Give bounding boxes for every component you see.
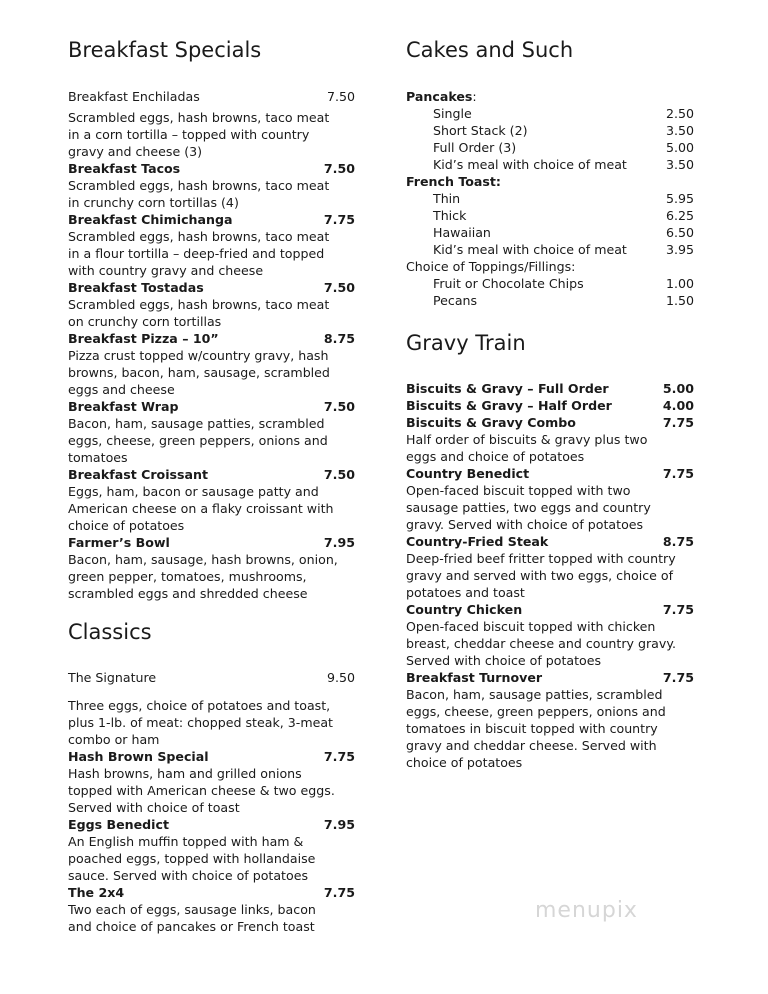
- menu-item-description: on crunchy corn tortillas: [68, 314, 222, 329]
- section-title-breakfast-specials: Breakfast Specials: [68, 38, 262, 62]
- menu-item-description: in a corn tortilla – topped with country: [68, 127, 310, 142]
- menu-item-price: 8.75: [662, 534, 694, 549]
- breakfast-specials-list: [68, 88, 355, 602]
- menu-item-description: Bacon, ham, sausage patties, scrambled: [68, 416, 325, 431]
- menu-item-price: 7.75: [662, 466, 694, 481]
- menu-item-name: Thick: [433, 208, 467, 223]
- menu-item-description: topped with American cheese & two eggs.: [68, 783, 335, 798]
- menu-item-name: Thin: [433, 191, 461, 206]
- menu-item-description: and choice of pancakes or French toast: [68, 919, 315, 934]
- menu-item-row: [406, 241, 694, 258]
- menu-item-price: 4.00: [662, 398, 694, 413]
- section-title-gravy-train: Gravy Train: [406, 331, 526, 355]
- menu-item-description: Two each of eggs, sausage links, bacon: [68, 902, 316, 917]
- menu-item-description: with country gravy and cheese: [68, 263, 264, 278]
- menu-item-description: Bacon, ham, sausage, hash browns, onion,: [68, 552, 338, 567]
- menu-item-description: Served with choice of toast: [68, 800, 240, 815]
- menu-item-price: 3.50: [665, 157, 694, 172]
- menupix-watermark: menupix: [535, 898, 638, 923]
- menu-item-row: [68, 160, 355, 177]
- menu-item-row: [406, 601, 694, 618]
- menu-group-label: [406, 173, 694, 190]
- menu-item-description: An English muffin topped with ham &: [68, 834, 304, 849]
- menu-item-description: Scrambled eggs, hash browns, taco meat: [68, 297, 330, 312]
- menu-item-row: [68, 816, 355, 833]
- menu-item-name: Breakfast Tacos: [68, 161, 181, 176]
- menu-item-name: Biscuits & Gravy – Half Order: [406, 398, 612, 413]
- menu-item-description: potatoes and toast: [406, 585, 525, 600]
- menu-item-description: gravy and cheese (3): [68, 144, 203, 159]
- menu-item-name: Fruit or Chocolate Chips: [433, 276, 584, 291]
- menu-item-price: 1.00: [665, 276, 694, 291]
- menu-group-name: Pancakes: [406, 89, 473, 104]
- menu-item-price: 7.75: [323, 749, 355, 764]
- menu-item-description: Scrambled eggs, hash browns, taco meat: [68, 110, 330, 125]
- menu-item-name: Biscuits & Gravy Combo: [406, 415, 576, 430]
- menu-item-price: 7.50: [323, 280, 355, 295]
- menu-item-description: gravy. Served with choice of potatoes: [406, 517, 644, 532]
- menu-item-row: [68, 330, 355, 347]
- menu-item-name: The Signature: [68, 670, 157, 685]
- menu-item-description: tomatoes in biscuit topped with country: [406, 721, 658, 736]
- menu-item-name: Kid’s meal with choice of meat: [433, 242, 627, 257]
- menu-item-price: 9.50: [326, 670, 355, 685]
- menu-item-description: poached eggs, topped with hollandaise: [68, 851, 316, 866]
- menu-item-row: [406, 380, 694, 397]
- menu-item-row: [406, 207, 694, 224]
- menu-item-name: Biscuits & Gravy – Full Order: [406, 381, 609, 396]
- menu-item-price: 7.75: [323, 212, 355, 227]
- menu-item-row: [68, 211, 355, 228]
- menu-item-description: eggs and cheese: [68, 382, 175, 397]
- menu-group-name: French Toast:: [406, 174, 501, 189]
- section-title-classics: Classics: [68, 620, 152, 644]
- menu-item-description: Deep-fried beef fritter topped with country: [406, 551, 676, 566]
- menu-item-price: 7.75: [662, 602, 694, 617]
- menu-item-description: choice of potatoes: [68, 518, 185, 533]
- menu-item-description: choice of potatoes: [406, 755, 523, 770]
- menu-item-description: Served with choice of potatoes: [406, 653, 602, 668]
- menu-item-row: [406, 156, 694, 173]
- menu-item-description: eggs, cheese, green peppers, onions and: [68, 433, 328, 448]
- menu-item-row: [406, 465, 694, 482]
- menu-item-row: [406, 414, 694, 431]
- menu-item-description: combo or ham: [68, 732, 160, 747]
- menu-item-description: Three eggs, choice of potatoes and toast,: [68, 698, 331, 713]
- menu-item-description: Open-faced biscuit topped with two: [406, 483, 631, 498]
- menu-item-description: tomatoes: [68, 450, 128, 465]
- menu-item-description: in a flour tortilla – deep-fried and topped: [68, 246, 325, 261]
- menu-item-description: eggs and choice of potatoes: [406, 449, 585, 464]
- menu-item-price: 7.50: [323, 467, 355, 482]
- menu-item-name: Breakfast Croissant: [68, 467, 209, 482]
- menu-item-name: Farmer’s Bowl: [68, 535, 170, 550]
- menu-item-description: Scrambled eggs, hash browns, taco meat: [68, 178, 330, 193]
- menu-item-row: [406, 669, 694, 686]
- menu-item-price: 2.50: [665, 106, 694, 121]
- menu-item-price: 3.50: [665, 123, 694, 138]
- menu-item-row: [406, 292, 694, 309]
- menu-item-price: 6.25: [665, 208, 694, 223]
- menu-item-description: Open-faced biscuit topped with chicken: [406, 619, 656, 634]
- menu-item-description: Hash browns, ham and grilled onions: [68, 766, 302, 781]
- menu-item-row: [68, 534, 355, 551]
- menu-item-price: 5.00: [665, 140, 694, 155]
- menu-item-name: Breakfast Enchiladas: [68, 89, 200, 104]
- menu-item-price: 7.95: [323, 817, 355, 832]
- menu-item-description: Half order of biscuits & gravy plus two: [406, 432, 648, 447]
- menu-item-price: 1.50: [665, 293, 694, 308]
- menu-item-price: 8.75: [323, 331, 355, 346]
- menu-item-description: plus 1-lb. of meat: chopped steak, 3-meat: [68, 715, 333, 730]
- menu-item-name: Short Stack (2): [433, 123, 528, 138]
- section-title-cakes-and-such: Cakes and Such: [406, 38, 574, 62]
- menu-item-row: [406, 275, 694, 292]
- menu-item-row: [406, 190, 694, 207]
- menu-item-price: 7.50: [323, 399, 355, 414]
- menu-item-name: Country-Fried Steak: [406, 534, 549, 549]
- menu-item-name: Kid’s meal with choice of meat: [433, 157, 627, 172]
- menu-item-description: in crunchy corn tortillas (4): [68, 195, 239, 210]
- menu-item-row: [68, 884, 355, 901]
- menu-item-description: Eggs, ham, bacon or sausage patty and: [68, 484, 319, 499]
- menu-item-description: sauce. Served with choice of potatoes: [68, 868, 309, 883]
- menu-item-row: [406, 139, 694, 156]
- gravy-train-list: [406, 380, 694, 771]
- menu-item-description: American cheese on a flaky croissant with: [68, 501, 334, 516]
- menu-item-price: 7.75: [323, 885, 355, 900]
- menu-item-description: Bacon, ham, sausage patties, scrambled: [406, 687, 663, 702]
- menu-item-description: browns, bacon, ham, sausage, scrambled: [68, 365, 330, 380]
- menu-item-price: 6.50: [665, 225, 694, 240]
- menu-item-row: [68, 466, 355, 483]
- menu-item-row: [406, 122, 694, 139]
- menu-item-price: 7.95: [323, 535, 355, 550]
- menu-item-row: [68, 748, 355, 765]
- menu-group-label: [406, 88, 694, 105]
- menu-item-description: sausage patties, two eggs and country: [406, 500, 651, 515]
- menu-item-name: Pecans: [433, 293, 478, 308]
- menu-item-row: [68, 88, 355, 105]
- menu-item-row: [406, 397, 694, 414]
- menu-item-description: green pepper, tomatoes, mushrooms,: [68, 569, 307, 584]
- menu-item-name: Full Order (3): [433, 140, 517, 155]
- menu-item-name: Hawaiian: [433, 225, 491, 240]
- menu-item-price: 7.75: [662, 670, 694, 685]
- menu-item-name: Breakfast Chimichanga: [68, 212, 233, 227]
- menu-group-colon: :: [472, 89, 477, 104]
- menu-item-description: scrambled eggs and shredded cheese: [68, 586, 308, 601]
- menu-item-description: breast, cheddar cheese and country gravy.: [406, 636, 676, 651]
- menu-item-price: 5.95: [665, 191, 694, 206]
- menu-item-name: Country Chicken: [406, 602, 523, 617]
- menu-item-description: Pizza crust topped w/country gravy, hash: [68, 348, 329, 363]
- menu-item-name: Country Benedict: [406, 466, 530, 481]
- menu-item-description: gravy and cheddar cheese. Served with: [406, 738, 657, 753]
- menu-item-name: Single: [433, 106, 472, 121]
- menu-item-row: [68, 398, 355, 415]
- menu-item-name: Eggs Benedict: [68, 817, 169, 832]
- menu-group-label: [406, 258, 694, 275]
- menu-item-description: eggs, cheese, green peppers, onions and: [406, 704, 666, 719]
- menu-group-name: Choice of Toppings/Fillings:: [406, 259, 576, 274]
- menu-item-price: 7.75: [662, 415, 694, 430]
- menu-item-row: [406, 533, 694, 550]
- menu-item-row: [68, 669, 355, 686]
- menu-item-description: gravy and served with two eggs, choice of: [406, 568, 674, 583]
- menu-item-price: 3.95: [665, 242, 694, 257]
- menu-item-row: [406, 224, 694, 241]
- menu-item-name: Breakfast Wrap: [68, 399, 179, 414]
- menu-item-name: The 2x4: [68, 885, 125, 900]
- menu-item-name: Breakfast Pizza – 10”: [68, 331, 219, 346]
- classics-list: [68, 669, 355, 935]
- menu-item-row: [68, 279, 355, 296]
- menu-item-name: Hash Brown Special: [68, 749, 209, 764]
- menu-item-price: 7.50: [326, 89, 355, 104]
- cakes-list: [406, 88, 694, 309]
- menu-item-name: Breakfast Tostadas: [68, 280, 204, 295]
- menu-item-price: 7.50: [323, 161, 355, 176]
- menu-item-price: 5.00: [662, 381, 694, 396]
- menu-item-name: Breakfast Turnover: [406, 670, 543, 685]
- menu-item-description: Scrambled eggs, hash browns, taco meat: [68, 229, 330, 244]
- menu-item-row: [406, 105, 694, 122]
